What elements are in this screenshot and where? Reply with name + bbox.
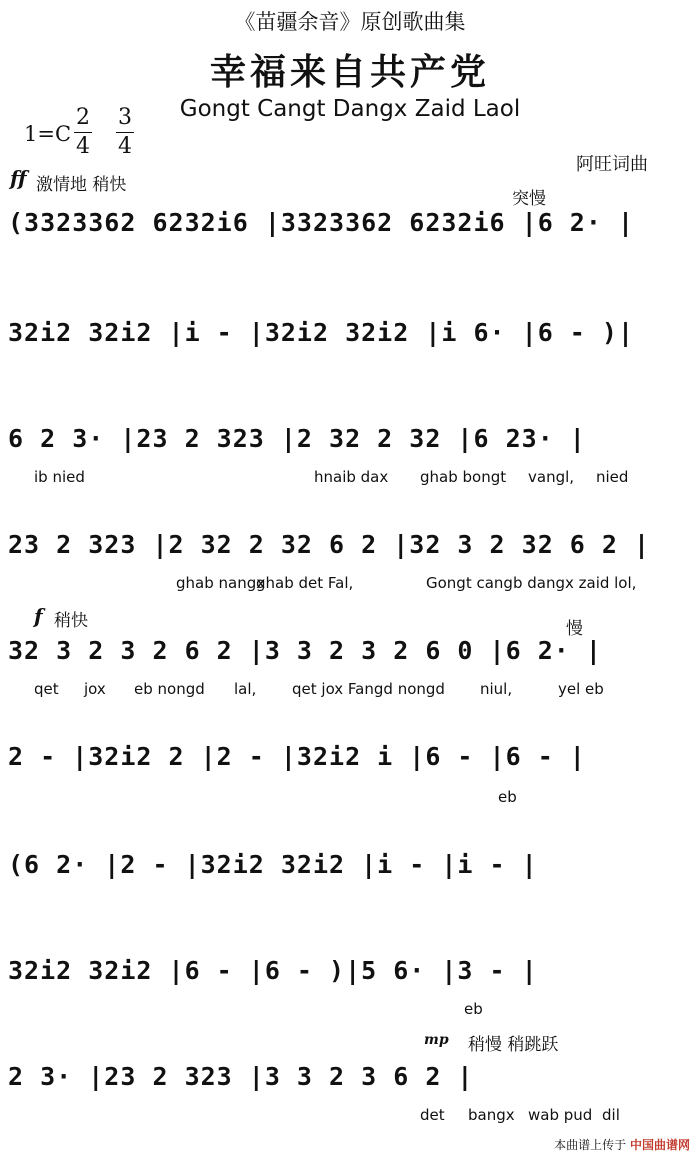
notation-row-2: 32i2 32i2 |i - |32i2 32i2 |i 6· |6 - )| — [8, 318, 634, 347]
collection-title: 《苗疆余音》原创歌曲集 — [234, 10, 466, 34]
time-signature-1 — [72, 104, 94, 161]
lyric: ghab bongt — [420, 468, 507, 486]
score-row-1 — [8, 208, 692, 268]
lyric: det — [420, 1106, 445, 1124]
notation-row-5: 32 3 2 3 2 6 2 |3 3 2 3 2 6 0 |6 2· | — [8, 636, 602, 665]
lyric: yel eb — [558, 680, 604, 698]
footer-uploaded: 本曲谱上传于 — [554, 1138, 627, 1152]
tempo-sudden-slow: 突慢 — [512, 189, 546, 209]
lyric: dil — [602, 1106, 620, 1124]
score-row-2 — [8, 318, 692, 378]
lyric: qet — [34, 680, 59, 698]
lyric: ghab nangx — [176, 574, 266, 592]
time-sig-2-top: 3 — [118, 105, 132, 130]
tempo-faster: 稍快 — [54, 611, 88, 631]
score-row-8 — [8, 956, 692, 1036]
score-row-3 — [8, 424, 692, 504]
notation-row-4: 23 2 323 |2 32 2 32 6 2 |32 3 2 32 6 2 | — [8, 530, 651, 559]
lyric: hnaib dax — [314, 468, 389, 486]
score-row-4 — [8, 530, 692, 610]
lyric: Gongt cangb dangx zaid lol, — [426, 574, 637, 592]
notation-row-9: 2 3· |23 2 323 |3 3 2 3 6 2 | — [8, 1062, 474, 1091]
notation-row-3: 6 2 3· |23 2 323 |2 32 2 32 |6 23· | — [8, 424, 586, 453]
lyric: qet jox Fangd nongd — [292, 680, 445, 698]
site-logo[interactable]: 中国曲谱网 — [629, 1138, 690, 1152]
dynamic-ff: ff — [10, 166, 27, 190]
notation-row-7: (6 2· |2 - |32i2 32i2 |i - |i - | — [8, 850, 538, 879]
lyric: ghab det Fal, — [256, 574, 354, 592]
time-signature-2 — [114, 104, 136, 161]
lyric: eb — [464, 1000, 483, 1018]
tempo-row9: 稍慢 稍跳跃 — [468, 1035, 559, 1055]
lyric: bangx — [468, 1106, 515, 1124]
time-sig-1-top: 2 — [76, 105, 90, 130]
notation-row-8: 32i2 32i2 |6 - |6 - )|5 6· |3 - | — [8, 956, 538, 985]
lyric: eb — [498, 788, 517, 806]
lyric: jox — [84, 680, 106, 698]
lyric: niul, — [480, 680, 513, 698]
lyric: lal, — [234, 680, 257, 698]
composer-credit: 阿旺词曲 — [576, 154, 648, 175]
song-title: 幸福来自共产党 — [209, 51, 490, 93]
score-row-9 — [8, 1062, 692, 1142]
key-signature: 1=C — [24, 122, 72, 146]
time-sig-1-bottom: 4 — [76, 134, 90, 159]
score-row-6 — [8, 742, 692, 822]
tempo-marking: 激情地 稍快 — [36, 175, 127, 195]
lyric: wab pud — [528, 1106, 593, 1124]
notation-row-1: (3323362 6232i6 |3323362 6232i6 |6 2· | — [8, 208, 634, 237]
time-sig-2-bottom: 4 — [118, 134, 132, 159]
lyric: nied — [596, 468, 629, 486]
dynamic-f: f — [34, 604, 43, 628]
lyric: ib nied — [34, 468, 85, 486]
notation-row-6: 2 - |32i2 2 |2 - |32i2 i |6 - |6 - | — [8, 742, 586, 771]
tempo-slow: 慢 — [566, 619, 583, 639]
lyric: eb nongd — [134, 680, 205, 698]
dynamic-mp: mp — [424, 1032, 449, 1048]
lyric: vangl, — [528, 468, 575, 486]
song-subtitle: Gongt Cangt Dangx Zaid Laol — [179, 96, 521, 122]
score-row-7 — [8, 850, 692, 910]
score-row-5 — [8, 636, 692, 716]
footer-credit — [554, 1136, 690, 1153]
